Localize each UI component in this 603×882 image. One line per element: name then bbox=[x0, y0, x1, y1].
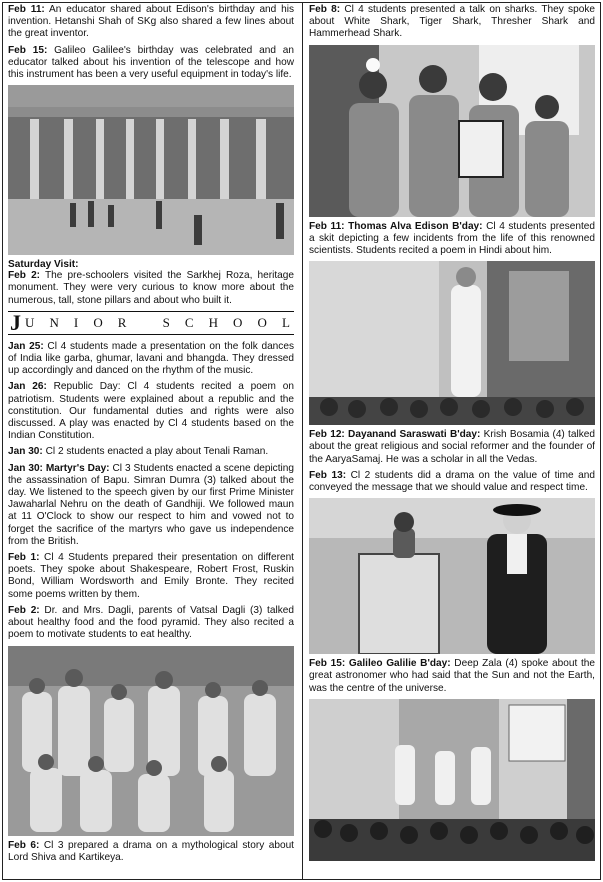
heading-word-gap bbox=[142, 315, 148, 331]
right-column bbox=[309, 4, 595, 865]
feb13-paragraph bbox=[309, 470, 595, 494]
heading-letter: S bbox=[162, 314, 170, 330]
date-label: Feb 8: bbox=[309, 4, 341, 15]
paragraph-text: Krish Bosamia (4) talked about the great religious and social reformer and the founder of the AaryaSamaj. He was a scholar in all the Vedas. bbox=[309, 429, 595, 465]
paragraph-text: An educator shared about Edison's birthday and his invention. Hetanshi Shah of SKg also shared a few lines about the great inventor. bbox=[8, 4, 294, 40]
heading-letter: L bbox=[281, 314, 290, 330]
date-label: Feb 6: bbox=[8, 839, 40, 851]
column-divider bbox=[302, 2, 303, 880]
paragraph-text: Dr. and Mrs. Dagli, parents of Vatsal Dagli (3) talked about healthy food and the food pyramid. They also recited a poem to motivate students to eat healthy. bbox=[8, 604, 294, 641]
date-label: Jan 25: bbox=[8, 340, 44, 352]
feb2-paragraph bbox=[8, 270, 294, 307]
photo-shark-talk bbox=[309, 45, 595, 217]
photo-dayanand-saraswati bbox=[309, 261, 595, 425]
date-label: Feb 13: bbox=[309, 469, 347, 481]
galileo-bday-paragraph bbox=[309, 658, 595, 695]
edison-bday-paragraph bbox=[309, 221, 595, 258]
heading-letter: N bbox=[49, 314, 59, 330]
heading-letter: C bbox=[184, 314, 194, 330]
jan30-paragraph bbox=[8, 446, 294, 458]
heading-initial: J bbox=[10, 309, 21, 335]
paragraph-text: Cl 4 students made a presentation on the folk dances of India like garba, ghumar, lavani and bhangda. They dressed up accordingly and danced on the rhythm of the music. bbox=[8, 340, 295, 377]
paragraph-text: Cl 2 students enacted a play about Tenali Raman. bbox=[42, 446, 269, 458]
heading-letter: I bbox=[73, 314, 79, 330]
paragraph-text: Deep Zala (4) spoke about the great astronomer who had said that the Sun and not the Earth, was the centre of the universe. bbox=[309, 658, 595, 694]
junior-school-heading bbox=[8, 311, 294, 335]
paragraph-text: Cl 2 students did a drama on the value of time and conveyed the message that we should value and respect time. bbox=[309, 469, 595, 494]
feb1-paragraph bbox=[8, 552, 294, 601]
date-label: Feb 2: bbox=[8, 270, 41, 282]
heading-letter: U bbox=[25, 314, 35, 330]
feb8-paragraph bbox=[309, 4, 595, 41]
jan25-paragraph bbox=[8, 341, 294, 378]
date-label: Feb 1: bbox=[8, 552, 40, 564]
photo-galileo-assembly bbox=[309, 699, 595, 861]
paragraph-text: Cl 3 Students enacted a scene depicting the assassination of Bapu. Simran Dumra (3) talked about the day. We listened to the speech given by our first Prime Minister Jawaharlal Nehru on the death of Gandhiji. We followed maun at 11 O'Clock to show our respect to him and vowed not to forget the sacrifice of the martyrs who gave us independence from the British. bbox=[8, 462, 295, 547]
heading-letter: R bbox=[117, 314, 127, 330]
date-label: Feb 15: bbox=[8, 44, 48, 56]
paragraph-text: The pre-schoolers visited the Sarkhej Roza, heritage monument. They were very curious to know more about the numerous, tall, stone pillars and about who built it. bbox=[8, 270, 294, 306]
photo-costumed-students bbox=[8, 646, 294, 836]
paragraph-text: Cl 4 students presented a skit depicting a few incidents from the life of this renowned scientists. Students recited a poem in Hindi about him. bbox=[309, 220, 595, 257]
dayanand-bday-paragraph bbox=[309, 429, 595, 466]
feb6-paragraph bbox=[8, 840, 294, 864]
left-column bbox=[8, 4, 294, 868]
date-label: Jan 26: bbox=[8, 381, 47, 393]
photo-time-drama bbox=[309, 498, 595, 654]
paragraph-text: Cl 4 students presented a talk on sharks. They spoke about White Shark, Tiger Shark, Thresher Shark and Hammerhead Shark. bbox=[309, 4, 595, 40]
paragraph-text: Cl 3 prepared a drama on a mythological story about Lord Shiva and Kartikeya. bbox=[8, 839, 294, 863]
paragraph-text: Republic Day: Cl 4 students recited a poem on patriotism. Students were explained about a republic and the constitution. Our fundamental duties and rights were also discussed. A play was enacted by Cl 4 students based on the Indian Constitution. bbox=[8, 381, 294, 442]
heading-letter: O bbox=[93, 314, 103, 330]
saturday-visit-title: Saturday Visit: bbox=[8, 259, 79, 271]
date-label: Feb 15: Galileo Galilie B'day: bbox=[309, 658, 451, 670]
martyrs-day-paragraph bbox=[8, 463, 294, 548]
date-label: Feb 11: bbox=[8, 4, 45, 15]
feb11-paragraph bbox=[8, 4, 294, 41]
heading-letter: H bbox=[208, 314, 218, 330]
heading-letters bbox=[25, 315, 294, 331]
feb2b-paragraph bbox=[8, 605, 294, 642]
date-label: Jan 30: bbox=[8, 446, 43, 458]
heading-letter: O bbox=[233, 314, 243, 330]
heading-letter: O bbox=[257, 314, 267, 330]
photo-sarkhej-roza bbox=[8, 85, 294, 255]
paragraph-text: Galileo Galilee's birthday was celebrated and an educator talked about his invention of the telescope and how this instrument has been a very useful equipment in today's life. bbox=[8, 44, 294, 81]
feb15-paragraph bbox=[8, 45, 294, 82]
date-label: Feb 2: bbox=[8, 604, 40, 616]
paragraph-text: Cl 4 Students prepared their presentation on different poets. They spoke about Shakespeare, Robert Frost, Ruskin Bond, William Wordsworth and Emily Bronte. They recited some poems written by them. bbox=[8, 552, 294, 600]
jan26-paragraph bbox=[8, 381, 294, 442]
date-label: Feb 11: Thomas Alva Edison B'day: bbox=[309, 220, 483, 232]
date-label: Feb 12: Dayanand Saraswati B'day: bbox=[309, 429, 481, 441]
date-label: Jan 30: Martyr's Day: bbox=[8, 462, 110, 474]
